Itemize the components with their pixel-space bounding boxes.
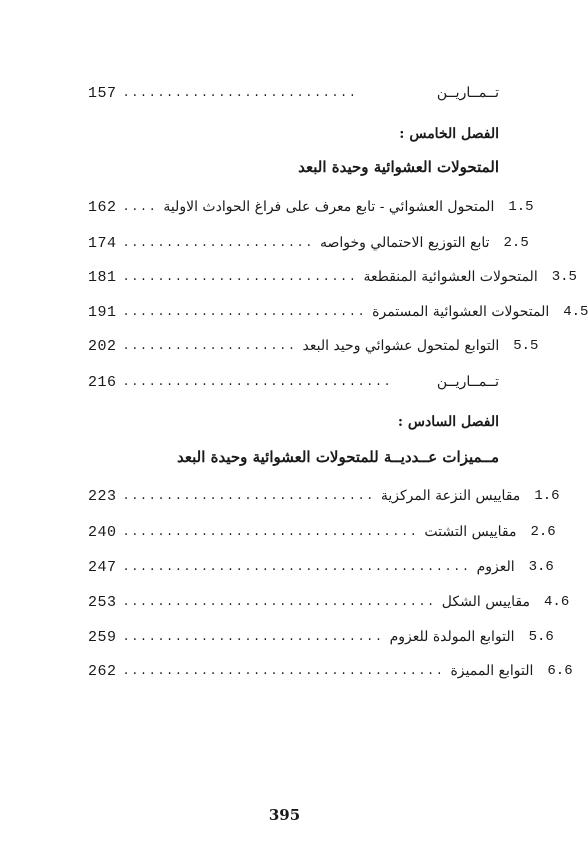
toc-leader: ............................ [122,305,367,319]
toc-entry [88,265,577,289]
toc-leader: ............................. [122,489,375,503]
toc-entry [88,659,573,683]
toc-title: التوابع لمتحول عشوائي وحيد البعد [302,338,500,354]
toc-title: المتحولات العشوائية المنقطعة [363,269,538,285]
chapter-label: الفصل الخامس : [399,126,499,142]
toc-title: مقاييس النزعة المركزية [380,488,521,504]
toc-title: العزوم [476,559,515,575]
toc-page: 253 [88,593,117,611]
toc-number: 2.5 [503,235,529,251]
toc-number: 1.5 [508,199,534,215]
toc-leader: .................... [122,339,297,353]
toc-entry [88,334,539,358]
toc-leader: ...................... [122,236,314,250]
toc-leader: ............................... [122,375,393,389]
toc-page: 259 [88,628,117,646]
toc-leader: .................................... [122,595,436,609]
toc-page: 223 [88,487,117,505]
toc-page: 247 [88,558,117,576]
toc-page: 191 [88,303,117,321]
toc-entry [88,300,588,324]
toc-entry [88,484,560,508]
toc-title: المتحول العشوائي - تابع معرف على فراغ الحوادث الاولية [163,199,495,215]
toc-page: 240 [88,523,117,541]
toc-leader: .............................. [122,630,384,644]
toc-page: 181 [88,268,117,286]
toc-number: 5.6 [528,629,554,645]
toc-entry [88,590,570,614]
toc-leader: ........................... [122,270,358,284]
toc-page: 216 [88,373,117,391]
toc-page: 262 [88,662,117,680]
toc-title: تابع التوزيع الاحتمالي وخواصه [319,235,490,251]
toc-entry [88,625,554,649]
toc-title: مقاييس الشكل [441,594,531,610]
toc-number: 6.6 [547,663,573,679]
toc-leader: .... [122,200,158,214]
chapter-title: مــميزات عــدديــة للمتحولات العشوائية وحيدة البعد [176,448,499,466]
toc-title: التوابع المولدة للعزوم [389,629,515,645]
toc-entry [88,555,554,579]
toc-title: تــمــاريــن [436,374,499,390]
toc-page: 162 [88,198,117,216]
toc-title: تــمــاريــن [436,85,499,101]
toc-number: 4.6 [544,594,570,610]
toc-page: 202 [88,337,117,355]
toc-entry [88,81,499,105]
toc-page: 174 [88,234,117,252]
toc-number: 3.6 [528,559,554,575]
toc-entry [88,195,534,219]
toc-entry [88,370,499,394]
toc-entry [88,520,556,544]
toc-number: 2.6 [530,524,556,540]
toc-leader: ..................................... [122,664,445,678]
toc-number: 4.5 [563,304,588,320]
toc-title: مقاييس التشتت [424,524,517,540]
chapter-label: الفصل السادس : [397,414,499,430]
toc-number: 3.5 [551,269,577,285]
toc-entry [88,231,529,255]
chapter-title: المتحولات العشوائية وحيدة البعد [298,158,499,176]
toc-title: المتحولات العشوائية المستمرة [372,304,550,320]
toc-title: التوابع المميزة [450,663,534,679]
toc-page: 157 [88,84,117,102]
toc-leader: .................................. [122,525,419,539]
toc-number: 1.6 [534,488,560,504]
page-number: 395 [268,806,301,824]
toc-leader: ........................................ [122,560,471,574]
toc-number: 5.5 [513,338,539,354]
toc-leader: ........................... [122,86,358,100]
